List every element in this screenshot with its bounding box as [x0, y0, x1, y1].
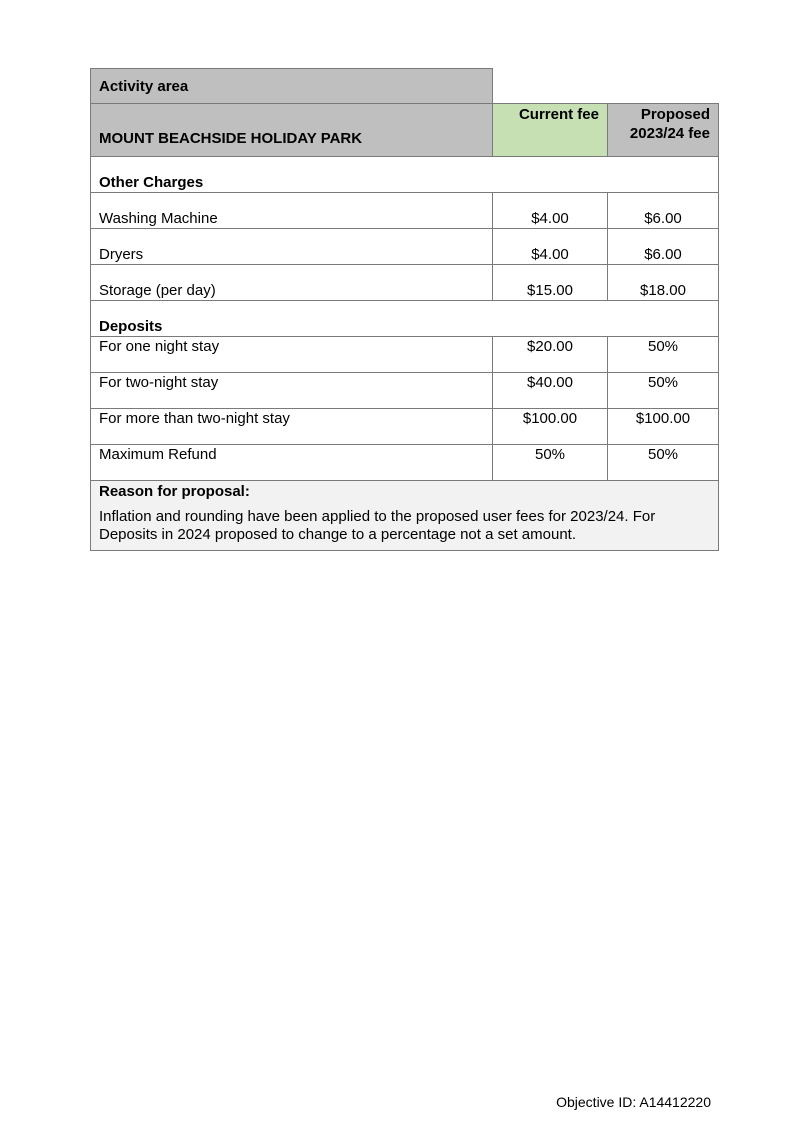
current-fee-value: $4.00 — [531, 246, 569, 263]
proposed-fee-value: 50% — [647, 446, 679, 463]
item-cell — [90, 373, 493, 409]
activity-area-cell — [90, 68, 493, 104]
table-row — [90, 445, 719, 481]
item-cell — [90, 193, 493, 229]
item-name: For two-night stay — [99, 374, 219, 391]
current-fee-value: $40.00 — [527, 374, 573, 391]
proposed-fee-header-line1: Proposed — [640, 106, 710, 123]
current-fee-value: $100.00 — [522, 410, 578, 427]
proposed-fee-cell — [608, 229, 719, 265]
proposed-fee-cell — [608, 445, 719, 481]
item-name: Dryers — [99, 246, 144, 263]
proposed-fee-value: 50% — [647, 374, 679, 391]
proposed-fee-value: $6.00 — [644, 246, 682, 263]
current-fee-cell — [493, 409, 608, 445]
park-name: MOUNT BEACHSIDE HOLIDAY PARK — [99, 130, 363, 147]
section-heading-deposits — [90, 301, 719, 337]
item-cell — [90, 229, 493, 265]
item-cell — [90, 445, 493, 481]
current-fee-header-cell — [493, 103, 608, 157]
proposed-fee-header-line2: 2023/24 fee — [629, 125, 710, 142]
item-cell — [90, 409, 493, 445]
current-fee-value: 50% — [534, 446, 566, 463]
fee-table — [90, 68, 719, 551]
current-fee-header: Current fee — [518, 106, 599, 123]
objective-id: Objective ID: A14412220 — [556, 1094, 711, 1110]
table-row — [90, 229, 719, 265]
header-row — [90, 104, 719, 157]
table-row — [90, 337, 719, 373]
item-name: Storage (per day) — [99, 282, 216, 299]
table-row — [90, 265, 719, 301]
section-heading-other-charges — [90, 157, 719, 193]
proposed-fee-value: $18.00 — [640, 282, 686, 299]
current-fee-value: $4.00 — [531, 210, 569, 227]
table-row — [90, 373, 719, 409]
proposed-fee-cell — [608, 337, 719, 373]
item-name: Washing Machine — [99, 210, 218, 227]
park-name-cell — [90, 104, 493, 157]
reason-text-line1: Inflation and rounding have been applied to the proposed user fees for 2023/24. For — [99, 508, 656, 525]
proposed-fee-cell — [608, 265, 719, 301]
current-fee-cell — [493, 373, 608, 409]
proposed-fee-cell — [608, 409, 719, 445]
activity-area-row — [90, 68, 719, 104]
reason-text-line2: Deposits in 2024 proposed to change to a percentage not a set amount. — [99, 526, 576, 543]
proposed-fee-cell — [608, 373, 719, 409]
current-fee-cell — [493, 265, 608, 301]
reason-row — [90, 481, 719, 551]
item-cell — [90, 265, 493, 301]
current-fee-value: $20.00 — [527, 338, 573, 355]
reason-cell — [90, 481, 719, 551]
current-fee-cell — [493, 337, 608, 373]
table-row — [90, 193, 719, 229]
proposed-fee-cell — [608, 193, 719, 229]
current-fee-cell — [493, 193, 608, 229]
item-name: For more than two-night stay — [99, 410, 290, 427]
section-heading-cell — [90, 157, 719, 193]
current-fee-cell — [493, 445, 608, 481]
section-heading-cell — [90, 301, 719, 337]
proposed-fee-value: $6.00 — [644, 210, 682, 227]
section-title: Deposits — [99, 318, 163, 335]
item-name: Maximum Refund — [99, 446, 217, 463]
proposed-fee-header-cell — [608, 103, 719, 157]
item-cell — [90, 337, 493, 373]
proposed-fee-value: 50% — [647, 338, 679, 355]
reason-label: Reason for proposal: — [99, 483, 250, 500]
item-name: For one night stay — [99, 338, 220, 355]
proposed-fee-value: $100.00 — [635, 410, 691, 427]
section-title: Other Charges — [99, 174, 204, 191]
current-fee-cell — [493, 229, 608, 265]
current-fee-value: $15.00 — [527, 282, 573, 299]
table-row — [90, 409, 719, 445]
activity-area-label: Activity area — [99, 78, 189, 95]
